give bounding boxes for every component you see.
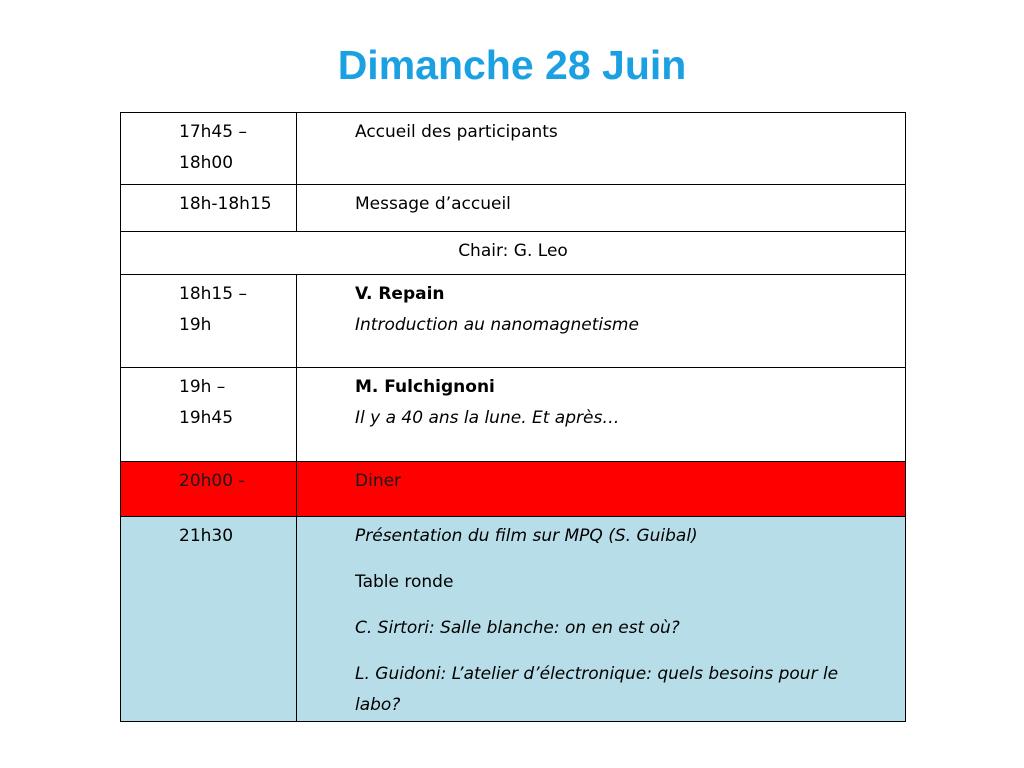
schedule-table xyxy=(120,112,906,722)
time-range: 21h30 xyxy=(179,526,234,546)
event-cell xyxy=(297,517,906,722)
time-range: 20h00 - xyxy=(179,471,245,491)
speaker-name: M. Fulchignoni xyxy=(355,377,495,397)
event-cell xyxy=(297,113,906,185)
agenda-item: Table ronde xyxy=(355,572,454,592)
time-end: 18h00 xyxy=(179,153,234,173)
time-start: 18h15 – xyxy=(179,284,247,304)
talk-title: Il y a 40 ans la lune. Et après… xyxy=(355,408,620,428)
time-cell xyxy=(121,517,297,722)
table-row xyxy=(121,113,906,185)
table-row xyxy=(121,185,906,232)
table-row xyxy=(121,275,906,368)
event-cell xyxy=(297,275,906,368)
event-label: Diner xyxy=(355,471,402,491)
time-cell xyxy=(121,185,297,232)
table-row xyxy=(121,368,906,462)
chair-label: Chair: G. Leo xyxy=(458,241,568,261)
agenda-item: L. Guidoni: L’atelier d’électronique: quels besoins pour le labo? xyxy=(355,664,839,715)
time-cell xyxy=(121,275,297,368)
time-cell xyxy=(121,462,297,517)
time-end: 19h xyxy=(179,315,212,335)
event-cell xyxy=(297,185,906,232)
time-cell xyxy=(121,368,297,462)
speaker-name: V. Repain xyxy=(355,284,445,304)
time-start: 19h – xyxy=(179,377,226,397)
time-range: 18h-18h15 xyxy=(179,194,272,214)
page-title: Dimanche 28 Juin xyxy=(337,42,687,88)
table-row-dinner xyxy=(121,462,906,517)
time-cell xyxy=(121,113,297,185)
event-cell xyxy=(297,368,906,462)
event-label: Accueil des participants xyxy=(355,122,558,142)
table-row xyxy=(121,232,906,275)
time-end: 19h45 xyxy=(179,408,234,428)
table-row-evening xyxy=(121,517,906,722)
event-label: Message d’accueil xyxy=(355,194,511,214)
agenda-item: C. Sirtori: Salle blanche: on en est où? xyxy=(355,618,680,638)
event-cell xyxy=(297,462,906,517)
agenda-item: Présentation du film sur MPQ (S. Guibal) xyxy=(355,526,698,546)
talk-title: Introduction au nanomagnetisme xyxy=(355,315,639,335)
chair-cell xyxy=(121,232,906,275)
time-start: 17h45 – xyxy=(179,122,247,142)
